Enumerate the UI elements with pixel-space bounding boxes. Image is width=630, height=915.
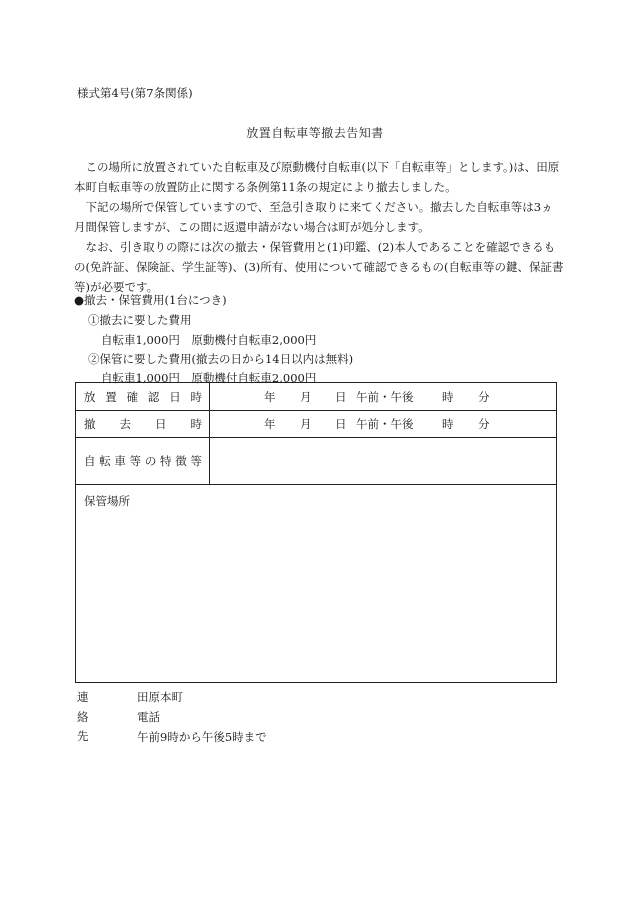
- label-removal-datetime: [84, 411, 202, 437]
- label-char: 撤: [84, 417, 96, 431]
- table-row-storage-location: [76, 485, 556, 682]
- label-char: 確: [126, 389, 139, 404]
- month-unit: 月: [300, 417, 312, 431]
- year-unit: 年: [264, 417, 276, 431]
- label-char: 時: [190, 389, 202, 404]
- label-char: 日: [155, 417, 167, 431]
- label-char: 車: [114, 454, 126, 468]
- label-char: 転: [99, 454, 111, 468]
- fee-removal-values: 自転車1,000円 原動機付自転車2,000円: [101, 333, 317, 347]
- hour-unit: 時: [442, 417, 454, 431]
- label-char: 認: [147, 389, 160, 404]
- ampm-option: 午前・午後: [356, 389, 414, 404]
- contact-phone-label: 電話: [137, 710, 160, 724]
- label-char: 時: [190, 417, 202, 431]
- day-unit: 日: [335, 417, 347, 431]
- label-char: 徴: [175, 454, 187, 468]
- label-char: 特: [160, 454, 172, 468]
- paragraph-requirements: なお、引き取りの際には次の撤去・保管費用と(1)印鑑、(2)本人であることを確認できるもの(免許証、保険証、学生証等)、(3)所有、使用について確認できるもの(自転車等の鍵、保証書等)が必要です。: [74, 240, 564, 294]
- contact-office: 田原本町: [137, 690, 183, 704]
- minute-unit: 分: [478, 417, 490, 431]
- contact-hours: 午前9時から午後5時まで: [137, 730, 267, 744]
- storage-location-label: 保管場所: [84, 494, 130, 508]
- ampm-option: 午前・午後: [356, 417, 414, 431]
- label-char: の: [144, 454, 157, 468]
- fee-storage-values: 自転車1,000円 原動機付自転車2,000円: [101, 371, 317, 385]
- label-char: 置: [105, 389, 117, 404]
- contact-label: 連絡先: [77, 690, 89, 744]
- table-row-confirmed-datetime: [76, 383, 556, 411]
- notice-table: [75, 382, 557, 683]
- label-char: 日: [169, 389, 181, 404]
- notice-body: [74, 157, 564, 297]
- label-char: 等: [129, 454, 142, 468]
- fee-storage-label: ②保管に要した費用(撤去の日から14日以内は無料): [88, 352, 354, 366]
- paragraph-removal: この場所に放置されていた自転車及び原動機付自転車(以下「自転車等」とします。)は、田原本町自転車等の放置防止に関する条例第11条の規定により撤去しました。: [74, 160, 560, 194]
- paragraph-storage: 下記の場所で保管していますので、至急引き取りに来てください。撤去した自転車等は3ヵ月間保管しますが、この間に返還申請がない場合は町が処分します。: [74, 200, 553, 234]
- page-title: 放置自転車等撤去告知書: [246, 126, 384, 140]
- fee-removal-label: ①撤去に要した費用: [88, 313, 192, 327]
- table-row-removal-datetime: [76, 411, 556, 438]
- day-unit: 日: [335, 389, 347, 404]
- hour-unit: 時: [442, 389, 454, 404]
- label-char: 自: [84, 454, 96, 468]
- month-unit: 月: [300, 389, 312, 404]
- minute-unit: 分: [478, 389, 490, 404]
- label-confirmed-datetime: [84, 383, 202, 410]
- table-row-bicycle-features: [76, 438, 556, 485]
- label-char: 去: [119, 417, 131, 431]
- label-char: 等: [190, 454, 202, 468]
- label-char: 放: [84, 389, 96, 404]
- label-bicycle-features: [84, 438, 202, 484]
- fee-heading: ●撤去・保管費用(1台につき): [74, 293, 227, 307]
- form-number: 様式第4号(第7条関係): [77, 86, 193, 100]
- year-unit: 年: [264, 389, 276, 404]
